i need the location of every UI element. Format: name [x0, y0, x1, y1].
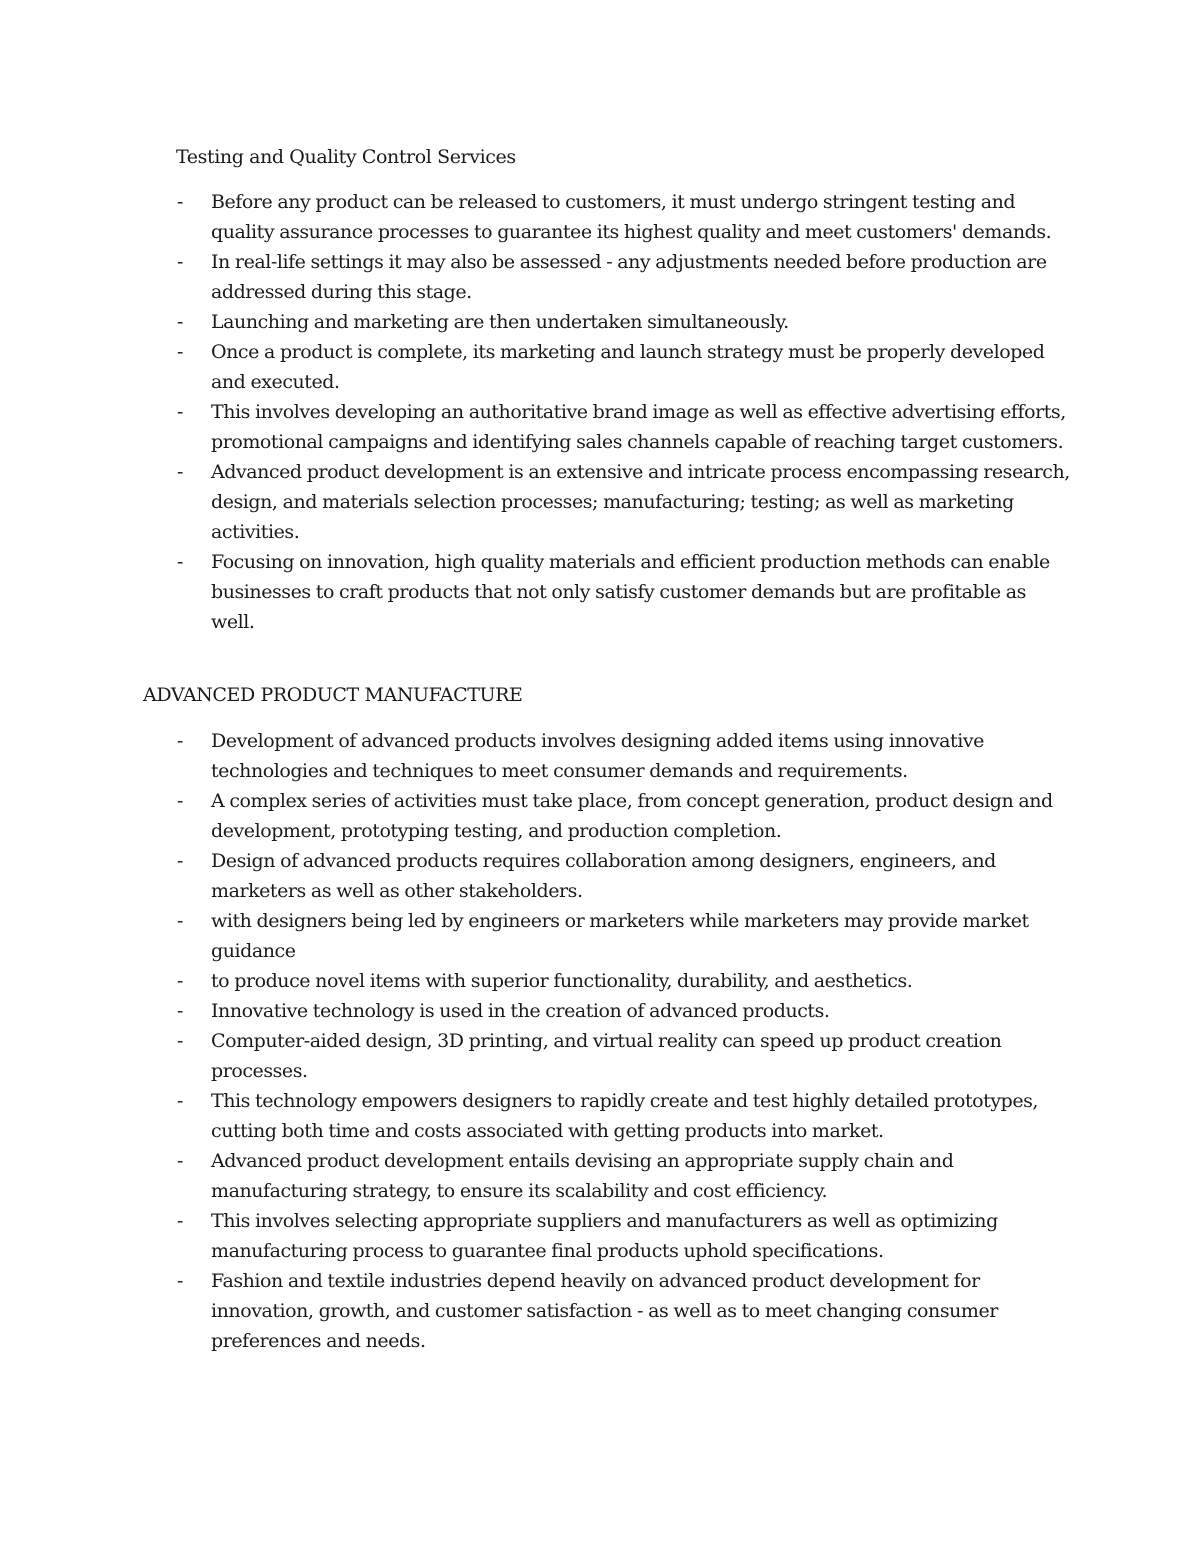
list-item-text: A complex series of activities must take place, from concept generation, product design and development, prototyping testing, and production completion.: [211, 790, 1053, 842]
list-item: [170, 397, 1070, 457]
list-item: [170, 786, 1070, 846]
section-heading-manufacture: ADVANCED PRODUCT MANUFACTURE: [143, 684, 523, 706]
bullet-dash: -: [177, 1090, 183, 1112]
bullet-dash: -: [177, 251, 183, 273]
list-item-text: This involves developing an authoritative brand image as well as effective advertising efforts, promotional campaigns and identifying sales channels capable of reaching target customers.: [211, 401, 1066, 453]
bullet-dash: -: [177, 790, 183, 812]
bullet-dash: -: [177, 341, 183, 363]
list-item: [170, 966, 1070, 996]
bullet-dash: -: [177, 551, 183, 573]
bullet-dash: -: [177, 461, 183, 483]
bullet-dash: -: [177, 1030, 183, 1052]
list-item: [170, 1086, 1070, 1146]
list-item-text: Computer-aided design, 3D printing, and virtual reality can speed up product creation processes.: [211, 1030, 1002, 1082]
list-item: [170, 247, 1070, 307]
bullet-dash: -: [177, 970, 183, 992]
list-item-text: This technology empowers designers to rapidly create and test highly detailed prototypes, cutting both time and costs associated with getting products into market.: [211, 1090, 1039, 1142]
list-item-text: This involves selecting appropriate suppliers and manufacturers as well as optimizing manufacturing process to guarantee final products uphold specifications.: [211, 1210, 998, 1262]
bullet-dash: -: [177, 1150, 183, 1172]
list-item: [170, 337, 1070, 397]
list-item-text: to produce novel items with superior functionality, durability, and aesthetics.: [211, 970, 913, 992]
list-item-text: Design of advanced products requires collaboration among designers, engineers, and marketers as well as other stakeholders.: [211, 850, 996, 902]
list-item-text: Before any product can be released to customers, it must undergo stringent testing and quality assurance processes to guarantee its highest quality and meet customers' demands.: [211, 191, 1052, 243]
list-item: [170, 726, 1070, 786]
list-item-text: In real-life settings it may also be assessed - any adjustments needed before production are addressed during this stage.: [211, 251, 1047, 303]
list-item: [170, 846, 1070, 906]
list-item-text: Once a product is complete, its marketing and launch strategy must be properly developed and executed.: [211, 341, 1045, 393]
list-item: [170, 1026, 1070, 1086]
list-item: [170, 1146, 1070, 1206]
list-item-text: Advanced product development is an extensive and intricate process encompassing research, design, and materials selection processes; manufacturing; testing; as well as marketing activities.: [211, 461, 1070, 543]
list-item-text: Advanced product development entails devising an appropriate supply chain and manufacturing strategy, to ensure its scalability and cost efficiency.: [211, 1150, 954, 1202]
list-item: [170, 547, 1070, 637]
list-item-text: with designers being led by engineers or marketers while marketers may provide market guidance: [211, 910, 1029, 962]
section-heading-testing: Testing and Quality Control Services: [176, 146, 516, 168]
list-item-text: Innovative technology is used in the creation of advanced products.: [211, 1000, 830, 1022]
list-item-text: Development of advanced products involves designing added items using innovative technologies and techniques to meet consumer demands and requirements.: [211, 730, 984, 782]
list-item: [170, 457, 1070, 547]
list-item: [170, 996, 1070, 1026]
bullet-dash: -: [177, 910, 183, 932]
list-item: [170, 1206, 1070, 1266]
bullet-dash: -: [177, 1270, 183, 1292]
bullet-dash: -: [177, 311, 183, 333]
list-item-text: Focusing on innovation, high quality materials and efficient production methods can enable businesses to craft products that not only satisfy customer demands but are profitable as well.: [211, 551, 1050, 633]
list-item: [170, 906, 1070, 966]
bullet-dash: -: [177, 1000, 183, 1022]
testing-bullet-list: [170, 187, 1070, 637]
bullet-dash: -: [177, 730, 183, 752]
list-item: [170, 187, 1070, 247]
bullet-dash: -: [177, 401, 183, 423]
bullet-dash: -: [177, 191, 183, 213]
list-item: [170, 307, 1070, 337]
list-item: [170, 1266, 1070, 1356]
list-item-text: Fashion and textile industries depend heavily on advanced product development for innovation, growth, and customer satisfaction - as well as to meet changing consumer preferences and needs.: [211, 1270, 998, 1352]
manufacture-bullet-list: [170, 726, 1070, 1356]
list-item-text: Launching and marketing are then undertaken simultaneously.: [211, 311, 789, 333]
bullet-dash: -: [177, 1210, 183, 1232]
bullet-dash: -: [177, 850, 183, 872]
